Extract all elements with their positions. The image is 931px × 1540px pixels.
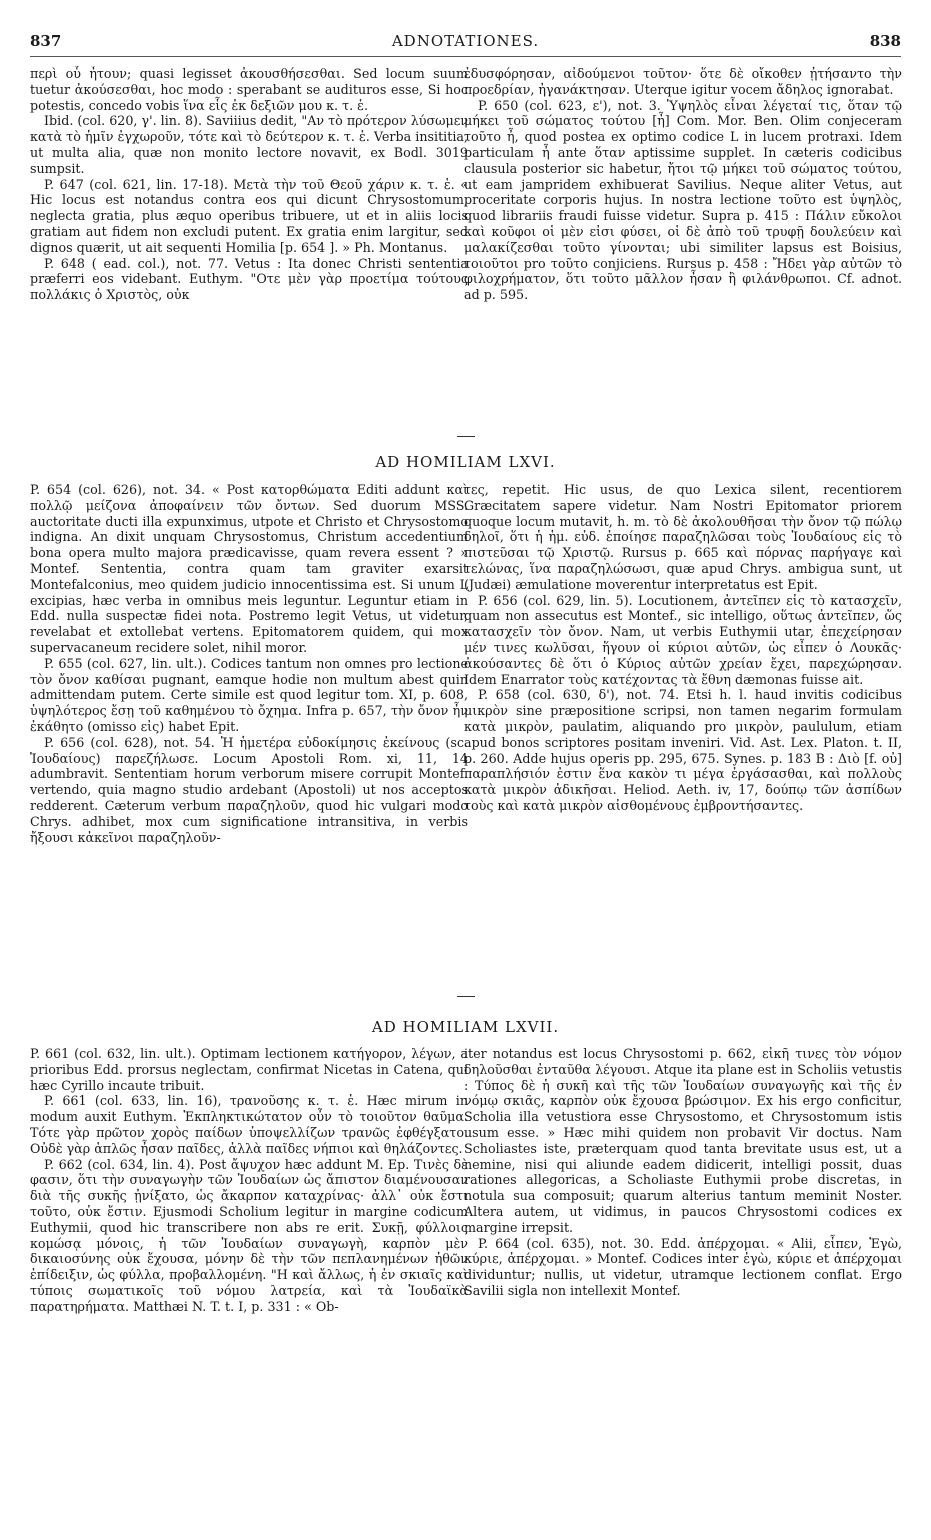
note-paragraph: P. 661 (col. 632, lin. ult.). Optimam lectionem κατήγορον, λέγων, a prioribus Edd. prorsus neglectam, confirmat Nicetas in Catena, qui hæc Cyrillo incaute tribuit. [30,1046,468,1093]
running-title: ADNOTATIONES. [391,32,540,50]
note-paragraph: P. 656 (col. 629, lin. 5). Locutionem, ἀντεῖπεν εἰς τὸ κατασχεῖν, quam non assecutus est Montef., sic intelligo, οὕτως ἀντεῖπεν, ὥς κατασχεῖν τὸν ὄνον. Nam, ut verbis Euthymii utar, ἐπεχείρησαν μέν τινες κωλῦσαι, ἥγουν οἱ κύριοι αὐτῶν, ὡς εἶπεν ὁ Λουκᾶς· ἀκούσαντες δὲ ὅτι ὁ Κύριος αὐτῶν χρείαν ἔχει, παρεχώρησαν. Idem Enarrator τοὺς κατέχοντας τὰ ἔθνη dæmonas fuisse ait. [464,592,902,687]
note-paragraph: ἐδυσφόρησαν, αἰδούμενοι τοῦτον· ὅτε δὲ οἴκοθεν ᾐτήσαντο τὴν προεδρίαν, ἠγανάκτησαν. Uterque igitur vocem ἄδηλος ignorabat. [464,66,902,97]
note-paragraph: P. 662 (col. 634, lin. 4). Post ἄψυχον hæc addunt M. Ep. Τινὲς δὲ φασιν, ὅτι τὴν συναγωγὴν τῶν Ἰουδαίων ὡς ἄπιστον διαμένουσαν διὰ τῆς συκῆς ᾐνίξατο, ὡς ἄκαρπον καταχρίνας· ἀλλ᾽ οὐκ ἔστι τοῦτο, οὐκ ἔστιν. Ejusmodi Scholium legitur in margine codicum Euthymii, quod hic transcribere non abs re erit. Συκῇ, φύλλοις κομώσᾳ μόνοις, ἡ τῶν Ἰουδαίων συναγωγὴ, καρπὸν μὲν δικαιοσύνης οὐκ ἔχουσα, μόνην δὲ τὴν τῶν πεπλανημένων ἠθῶν ἐπίδειξιν, ὡς φύλλα, προβαλλομένη. "Η καὶ ἄλλως, ἡ ἐν σκιαῖς καὶ τύποις σωματικοῖς τοῦ νόμου λατρεία, καὶ τὰ Ἰουδαϊκὰ παρατηρήματα. Matthæi N. T. t. I, p. 331 : « Ob- [30,1156,468,1314]
section-1-right-column [464,66,902,424]
note-paragraph: περὶ οὗ ἦτουν; quasi legisset ἀκουσθήσεσθαι. Sed locum suum tuetur ἀκούσεσθαι, hoc modo : sperabant se audituros esse, Si hoc potestis, concedo vobis ἵνα εἷς ἐκ δεξιῶν μου κ. τ. ἑ. [30,66,468,113]
note-paragraph: P. 664 (col. 635), not. 30. Edd. ἀπέρχομαι. « Alii, εἶπεν, Ἐγὼ, κύριε, ἀπέρχομαι. » Montef. Codices inter ἐγὼ, κύριε et ἀπέρχομαι dividuntur; nullis, ut videtur, utramque lectionem conflat. Ergo Savilii sigla non intellexit Montef. [464,1235,902,1298]
note-paragraph: P. 655 (col. 627, lin. ult.). Codices tantum non omnes pro lectione τὸν ὄνον καθίσαι pugnant, eamque hodie non multum abest quin admittendam putem. Certe simile est quod legitur tom. XI, p. 608, ὑψηλότερος ἔσῃ τοῦ καθημένου τὸ ὄχημα. Infra p. 657, τὴν ὄνον ἦν ἐκάθητο (omisso εἰς) habet Epit. [30,655,468,734]
section-2-left-column [30,482,468,966]
note-paragraph: iter notandus est locus Chrysostomi p. 662, εἰκῆ τινες τὸν νόμον δηλοῦσθαι ἐνταῦθα λέγουσι. Atque ita plane est in Scholiis vetustis : Τύπος δὲ ἡ συκῆ καὶ τῆς τῶν Ἰουδαίων συναγωγῆς καὶ τῆς ἐν νόμῳ σκιᾶς, καρπὸν οὐκ ἔχουσα βρώσιμον. Ex his ergo conficitur, Scholia illa vetustiora esse Chrysostomo, et Chrysostomum istis usum esse. » Hæc mihi quidem non probavit Vir doctus. Nam Scholiastes iste, præterquam quod tanta brevitate usus est, ut a nemine, nisi qui aliunde eadem didicerit, intelligi possit, duas rationes allegoricas, a Scholiaste Euthymii probe discretas, in notula sua composuit; quarum alterius tantum meminit Noster. Altera autem, ut vidimus, in paucos Chrysostomi codices ex margine irrepsit. [464,1046,902,1235]
note-paragraph: P. 658 (col. 630, δ'), not. 74. Etsi h. l. haud invitis codicibus μικρὸν sine præpositione scripsi, non tamen negarim formulam κατὰ μικρὸν, paulatim, aliquando pro μικρὸν, paululum, etiam apud bonos scriptores positam inveniri. Vid. Ast. Lex. Platon. t. II, p. 260. Adde hujus operis pp. 295, 675. Synes. p. 183 B : Διὸ [f. οὐ] παραπλήσιόν ἐστιν ἕνα κακὸν τι μέγα ἐργάσασθαι, καὶ πολλοὺς κατὰ μικρὸν ἀδικῆσαι. Heliod. Aeth. iv, 17, δούπῳ τῶν ἀσπίδων τοὺς καὶ κατὰ μικρὸν αἰσθομένους ἐμβροντήσαντες. [464,687,902,813]
note-paragraph: P. 661 (col. 633, lin. 16), τρανοῦσης κ. τ. ἑ. Hæc mirum in modum auxit Euthym. Ἐκπληκτικώτατον οὖν τὸ τοιοῦτον θαῦμα. Τότε γὰρ πρῶτον χορὸς παίδων ὑποψελλίζων τρανῶς ἐφθέγξατο. Οὐδὲ γὰρ ἁπλῶς ἦσαν παῖδες, ἀλλὰ παῖδες νήπιοι καὶ θηλάζοντες. [30,1093,468,1156]
section-divider [457,436,475,437]
note-paragraph: Ibid. (col. 620, γ'. lin. 8). Saviiius dedit, "Αν τὸ πρότερον λύσωμεν κατὰ τὸ ἡμῖν ἐγχωροῦν, τότε καὶ τὸ δεύτερον κ. τ. ἑ. Verba insititia, ut multa alia, quæ non monito lectore novavit, ex Bodl. 3019 sumpsit. [30,113,468,176]
page-number-right: 838 [869,32,901,50]
section-1-left-column [30,66,468,424]
note-paragraph: τες, repetit. Hic usus, de quo Lexica silent, recentiorem Græcitatem sapere videtur. Nam Nostri Epitomator priorem quoque locum mutavit, h. m. τὸ δὲ ἀκολουθῆσαι τὴν ὄνον τῷ πώλῳ δηλοῖ, ὅτι ἡ ἡμ. εὐδ. ἐποίησε παραζηλῶσαι τοὺς Ἰουδαίους εἰς τὸ πιστεῦσαι τῷ Χριστῷ. Rursus p. 665 καὶ πόρνας παρήγαγε καὶ τελώνας, ἵνα παραζηλώσωσι, quæ apud Chrys. ambigua sunt, ut (Judæi) æmulatione moverentur interpretatus est Epit. [464,482,902,592]
running-header [30,32,901,56]
section-2-right-column [464,482,902,966]
note-paragraph: P. 654 (col. 626), not. 34. « Post κατορθώματα Editi addunt καὶ πολλῷ μείζονα ἀποφαίνειν τῶν ὄντων. Sed duorum MSS. auctoritate ducti illa expunximus, utpote et Christo et Chrysostomo indigna. An dixit unquam Chrysostomus, Christum accedentium bona opera multo majora prædicavisse, quam revera essent ? » Montef. Sententia, contra quam tam graviter exarsit Montefalconius, meo quidem judicio innocentissima est. Si unum L excipias, hæc verba in omnibus meis leguntur. Leguntur etiam in Edd. nulla suspectæ fidei nota. Postremo legit Vetus, ut videtur, revelabat et extollebat vertens. Epitomatorem quidem, qui mox supervacaneum recidere solet, nihil moror. [30,482,468,655]
header-rule [30,56,901,57]
section-divider [457,996,475,997]
section-3-right-column [464,1046,902,1510]
note-paragraph: P. 650 (col. 623, ε'), not. 3. Ὑψηλὸς εἶναι λέγεταί τις, ὅταν τῷ μήκει τοῦ σώματος τούτου [ἦ] Com. Mor. Ben. Olim conjeceram τοῦτο ἦ, quod postea ex optimo codice L in lucem protraxi. Idem particulam ἦ ante ὅταν aptissime supplet. In cæteris codicibus clausula posterior sic habetur, ἤτοι τῷ μήκει τοῦ σώματος τούτου, ut eam jampridem exhibuerat Savilius. Neque aliter Vetus, aut proceritate corporis hujus. In nostra lectione τοῦτο est ὑψηλὸς, quod librariis fraudi fuisse videtur. Supra p. 415 : Πάλιν εὔκολοι καὶ κοῦφοι οἱ μὲν εἰσι φύσει, οἱ δὲ ἀπὸ τοῦ τρυφῇ δουλεύειν καὶ μαλακίζεσθαι τοῦτο γίνονται; ubi similiter lapsus est Boisius, τοιοῦτοι pro τοῦτο conjiciens. Rursus p. 458 : Ἤδει γὰρ αὐτῶν τὸ φιλοχρήματον, ὅτι τοῦτο μᾶλλον ἦσαν ἢ φιλάνθρωποι. Cf. adnot. ad p. 595. [464,97,902,303]
note-paragraph: P. 647 (col. 621, lin. 17-18). Μετὰ τὴν τοῦ Θεοῦ χάριν κ. τ. ἑ. « Hic locus est notandus contra eos qui dicunt Chrysostomum, neglecta gratia, plus æquo operibus tribuere, ut et in aliis locis gratiam aut fidem non excludi putent. Ex gratia enim largitur, sed dignos quærit, ut ait sequenti Homilia [p. 654 ]. » Ph. Montanus. [30,176,468,255]
section-title: AD HOMILIAM LXVII. [371,1018,560,1036]
note-paragraph: P. 648 ( ead. col.), not. 77. Vetus : Ita donec Christi sententia præferri eos videbant. Euthym. "Οτε μὲν γὰρ προετίμα τούτους πολλάκις ὁ Χριστὸς, οὐκ [30,255,468,303]
section-3-left-column [30,1046,468,1510]
note-paragraph: P. 656 (col. 628), not. 54. Ἡ ἡμετέρα εὐδοκίμησις ἐκείνους (sc. Ἰουδαίους) παρεζήλωσε. Locum Apostoli Rom. xi, 11, 14 adumbravit. Sententiam horum verborum misere corrupit Montef. vertendo, quia magno studio ardebant (Apostoli) ut nos acceptos redderent. Cæterum verbum παραζηλοῦν, quod hic vulgari modo Chrys. adhibet, mox cum significatione intransitiva, in verbis ἤξουσι κἀκεῖνοι παραζηλοῦν- [30,734,468,845]
page-number-left: 837 [30,32,62,50]
section-title: AD HOMILIAM LXVI. [375,453,556,471]
